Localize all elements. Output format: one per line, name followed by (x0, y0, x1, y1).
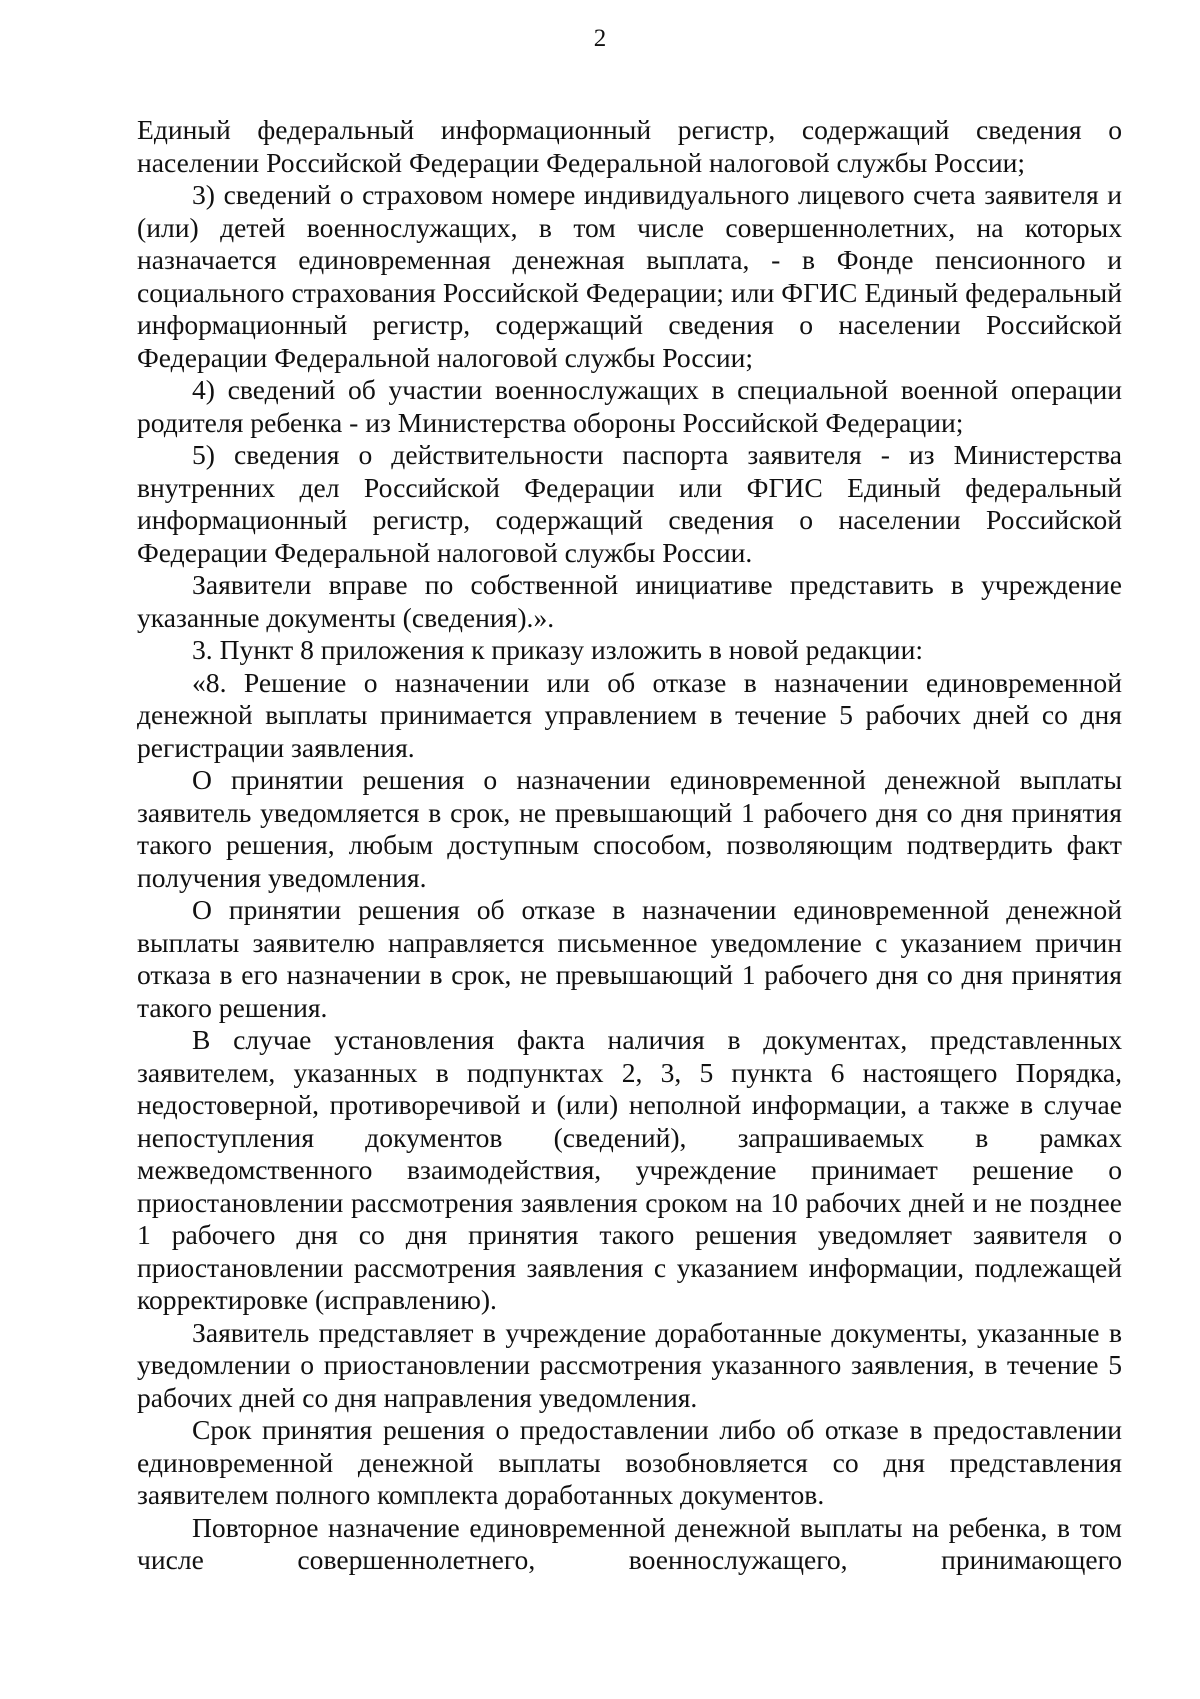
paragraph-refusal-notice: О принятии решения об отказе в назначении единовременной денежной выплаты заявителю направляется письменное уведомление с указанием причин отказа в его назначении в срок, не превышающий 1 рабочего дня со дня принятия такого решения. (137, 894, 1122, 1023)
paragraph-approval-notice: О принятии решения о назначении единовременной денежной выплаты заявитель уведомляется в срок, не превышающий 1 рабочего дня со дня принятия такого решения, любым доступным способом, позволяющим подтвердить факт получения уведомления. (137, 764, 1122, 893)
paragraph-clause-3: 3. Пункт 8 приложения к приказу изложить в новой редакции: (192, 634, 924, 665)
paragraph-item-3-snils: 3) сведений о страховом номере индивидуального лицевого счета заявителя и (или) детей военнослужащих, в том числе совершеннолетних, на которых назначается единовременная денежная выплата, - в Фонде пенсионного и социального страхования Российской Федерации; или ФГИС Единый федеральный информационный регистр, содержащий сведения о населении Российской Федерации Федеральной налоговой службы России; (137, 179, 1122, 373)
paragraph-clause-8-decision: «8. Решение о назначении или об отказе в назначении единовременной денежной выплаты принимается управлением в течение 5 рабочих дней со дня регистрации заявления. (137, 666, 1122, 763)
paragraph-revised-documents: Заявитель представляет в учреждение доработанные документы, указанные в уведомлении о приостановлении рассмотрения указанного заявления, в течение 5 рабочих дней со дня направления уведомления. (137, 1316, 1122, 1413)
paragraph-suspension: В случае установления факта наличия в документах, представленных заявителем, указанных в подпунктах 2, 3, 5 пункта 6 настоящего Порядка, недостоверной, противоречивой и (или) неполной информации, а также в случае непоступления документов (сведений), запрашиваемых в рамках межведомственного взаимодействия, учреждение принимает решение о приостановлении рассмотрения заявления сроком на 10 рабочих дней и не позднее 1 рабочего дня со дня принятия такого решения уведомляет заявителя о приостановлении рассмотрения заявления с указанием информации, подлежащей корректировке (исправлению). (137, 1024, 1122, 1315)
paragraph-item-5-passport: 5) сведения о действительности паспорта заявителя - из Министерства внутренних дел Российской Федерации или ФГИС Единый федеральный информационный регистр, содержащий сведения о населении Российской Федерации Федеральной налоговой службы России. (137, 439, 1122, 568)
paragraph-applicants-right: Заявители вправе по собственной инициативе представить в учреждение указанные документы (сведения).». (137, 569, 1122, 633)
paragraph-register-continuation: Единый федеральный информационный регистр, содержащий сведения о населении Российской Федерации Федеральной налоговой службы России; (137, 114, 1122, 178)
paragraph-repeat-assignment: Повторное назначение единовременной денежной выплаты на ребенка, в том числе совершеннолетнего, военнослужащего, принимающего (137, 1511, 1122, 1575)
paragraph-item-4-svo: 4) сведений об участии военнослужащих в специальной военной операции родителя ребенка - из Министерства обороны Российской Федерации; (137, 374, 1122, 438)
paragraph-deadline-resumed: Срок принятия решения о предоставлении либо об отказе в предоставлении единовременной денежной выплаты возобновляется со дня представления заявителем полного комплекта доработанных документов. (137, 1414, 1122, 1510)
document-body (137, 114, 1122, 1577)
page-number: 2 (593, 25, 607, 52)
